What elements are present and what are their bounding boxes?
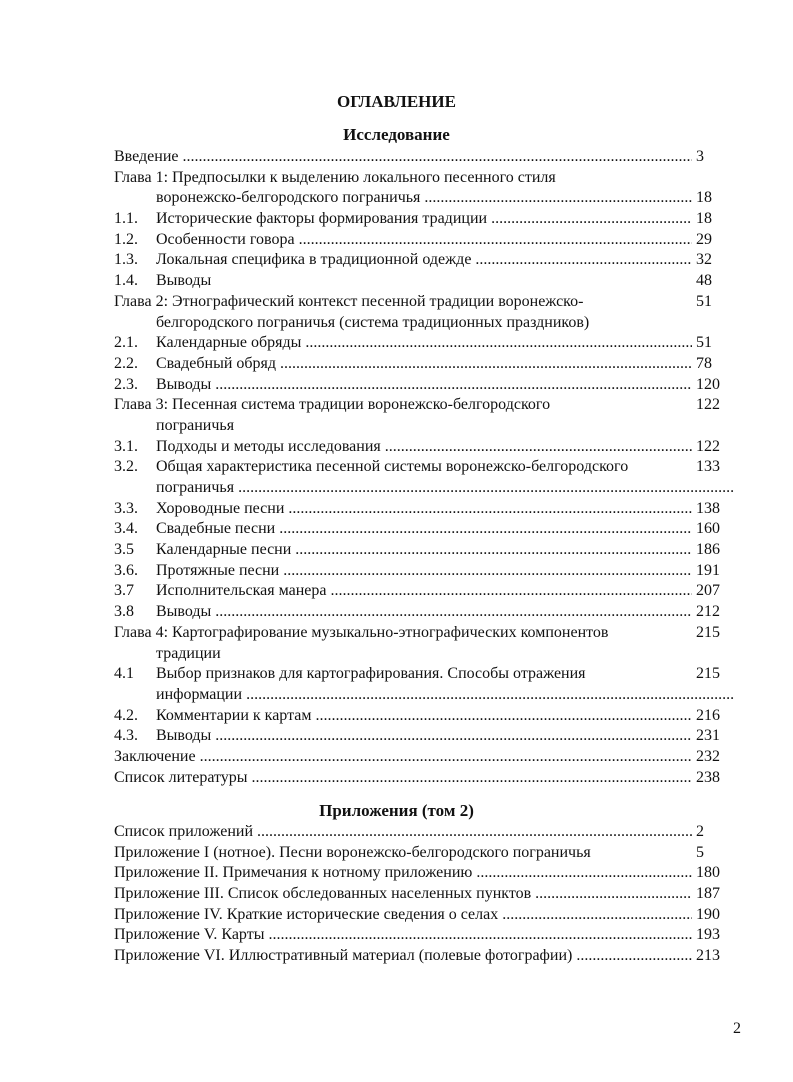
toc-entry-number: 3.2. [114,458,138,476]
toc-entry-title: Приложение I (нотное). Песни воронежско-белгородского пограничья [114,843,591,861]
toc-entry-title: Подходы и методы исследования ..... [156,437,692,458]
toc-entry-title: Общая характеристика песенной системы воронежско-белгородского [156,458,629,476]
toc-entry-number: 2.1. [114,334,138,352]
toc-entry [114,478,734,499]
toc-entry [114,863,734,884]
toc-entry-page: 48 [696,272,712,290]
toc-entry-title: Приложение VI. Иллюстративный материал (полевые фотографии) ..... [114,946,692,967]
toc-entry-title: Выбор признаков для картографирования. Способы отражения [156,665,586,683]
toc-entry-page: 215 [696,665,720,683]
toc-entry [114,354,734,375]
toc-entry-page: 213 [696,947,720,965]
toc-entry-title: Приложение V. Карты ..... [114,925,692,946]
toc-entry [114,250,734,271]
toc-entry [114,168,734,189]
toc-entry-title: Исторические факторы формирования традиции ..... [156,209,692,230]
toc-entry-title: Глава 3: Песенная система традиции воронежско-белгородского [114,396,551,414]
toc-entry-title: Глава 4: Картографирование музыкально-этнографических компонентов [114,623,609,641]
toc-entry [114,230,734,251]
toc-entry-page: 216 [696,706,720,724]
toc-entry [114,822,734,843]
toc-entry [114,147,734,168]
toc-entry-page: 2 [696,823,704,840]
toc-entry-title: Выводы ..... [156,375,692,396]
toc-entry-number: 1.1. [114,210,138,228]
toc-entry [114,581,734,602]
toc-entry-number: 1.2. [114,230,138,248]
toc-entry-number: 1.4. [114,272,138,290]
toc-entry [114,843,734,864]
toc-entry-title: Свадебный обряд ..... [156,354,692,375]
toc-entry-number: 3.1. [114,437,138,455]
toc-entry-title: Свадебные песни ..... [156,519,692,540]
toc-entry-title: Глава 2: Этнографический контекст песенной традиции воронежско- [114,292,584,310]
toc-entry-title: пограничья [156,416,235,434]
toc-entry [114,925,734,946]
toc-entry [114,395,734,416]
toc-entry [114,188,734,209]
toc-entry-title: Локальная специфика в традиционной одежде ..... [156,250,692,271]
toc-entry-title: Протяжные песни ..... [156,561,692,582]
toc-entry-title: Приложение III. Список обследованных населенных пунктов ..... [114,884,692,905]
toc-entry-title: Выводы [156,272,212,290]
toc-entry-page: 51 [696,334,712,352]
toc-entry-page: 138 [696,499,720,517]
toc-entry-title: Приложение II. Примечания к нотному приложению ..... [114,863,692,884]
toc-entry [114,499,734,520]
toc-entry-title: Выводы ..... [156,602,692,623]
toc-entry-page: 122 [696,437,720,455]
toc-entry-number: 3.4. [114,520,138,538]
toc-entry-title: Комментарии к картам ..... [156,706,692,727]
toc-entry [114,685,734,706]
toc-entry-page: 78 [696,354,712,372]
toc-entry-page: 32 [696,251,712,269]
toc-title: ОГЛАВЛЕНИЕ [337,92,456,111]
toc-entry-title: традиции [156,644,221,662]
toc-entry-page: 180 [696,864,720,882]
toc-entry-page: 3 [696,148,704,165]
toc-entry-number: 3.3. [114,499,138,517]
toc-entry [114,884,734,905]
toc-entry [114,946,734,967]
toc-entry [114,416,734,437]
toc-entry-page: 215 [696,623,720,641]
toc-entry-page: 231 [696,727,720,745]
toc-entry-page: 5 [696,843,704,861]
toc-entry-title: Особенности говора ..... [156,230,692,251]
toc-entry [114,747,734,768]
toc-entry [114,905,734,926]
toc-entry [114,768,734,789]
toc-entry [114,664,734,685]
toc-entry-number: 3.6. [114,561,138,579]
toc-main-list [114,147,734,788]
toc-entry-title: Календарные песни ..... [156,540,692,561]
toc-entry [114,333,734,354]
toc-entry-number: 4.3. [114,727,138,745]
toc-entry-title: пограничья ..... [156,478,734,499]
toc-entry-number: 3.8 [114,603,134,621]
toc-entry [114,706,734,727]
toc-entry-page: 238 [696,768,720,786]
toc-entry-title: Исполнительская манера ..... [156,581,692,602]
toc-entry [114,457,734,478]
toc-entry-title: информации ..... [156,685,734,706]
toc-entry-title: Глава 1: Предпосылки к выделению локального песенного стиля [114,168,556,186]
toc-entry [114,726,734,747]
section-title-appendix: Приложения (том 2) [319,801,474,820]
toc-entry-page: 120 [696,375,720,393]
toc-entry-page: 133 [696,458,720,476]
toc-entry [114,292,734,313]
toc-entry-title: Приложение IV. Краткие исторические сведения о селах ..... [114,905,692,926]
toc-entry-number: 4.2. [114,706,138,724]
section-title-research: Исследование [343,125,450,144]
toc-entry-page: 122 [696,396,720,414]
toc-entry-number: 4.1 [114,665,134,683]
toc-entry-title: Хороводные песни ..... [156,499,692,520]
toc-entry-page: 207 [696,582,720,600]
toc-entry [114,271,734,292]
toc-entry-page: 186 [696,541,720,559]
toc-entry [114,209,734,230]
toc-entry [114,313,734,334]
toc-entry-page: 191 [696,561,720,579]
toc-entry-page: 187 [696,885,720,903]
toc-entry [114,561,734,582]
toc-entry-page: 212 [696,603,720,621]
toc-entry-page: 51 [696,292,712,310]
toc-entry-title: Выводы ..... [156,726,692,747]
toc-entry [114,375,734,396]
toc-entry [114,623,734,644]
toc-entry-page: 18 [696,210,712,228]
toc-entry-title: воронежско-белгородского пограничья ..... [156,188,692,209]
toc-entry [114,540,734,561]
toc-entry [114,437,734,458]
toc-entry [114,602,734,623]
toc-entry-page: 160 [696,520,720,538]
toc-entry-title: Список приложений ..... [114,822,692,843]
toc-entry-title: белгородского пограничья (система традиционных праздников) [156,313,590,331]
toc-entry-title: Календарные обряды ..... [156,333,692,354]
toc-entry-page: 29 [696,230,712,248]
page-number: 2 [733,1020,741,1037]
toc-entry-page: 18 [696,189,712,207]
toc-entry-page: 190 [696,905,720,923]
toc-entry-number: 2.3. [114,375,138,393]
toc-entry-number: 2.2. [114,354,138,372]
toc-entry-number: 3.7 [114,582,134,600]
toc-entry [114,644,734,665]
toc-entry-page: 193 [696,926,720,944]
toc-appendix-list [114,822,734,967]
toc-entry [114,519,734,540]
toc-entry-number: 1.3. [114,251,138,269]
toc-entry-number: 3.5 [114,541,134,559]
toc-entry-title: Введение ..... [114,147,692,168]
toc-entry-title: Заключение ..... [114,747,692,768]
toc-entry-title: Список литературы ..... [114,768,692,789]
toc-entry-page: 232 [696,747,720,765]
